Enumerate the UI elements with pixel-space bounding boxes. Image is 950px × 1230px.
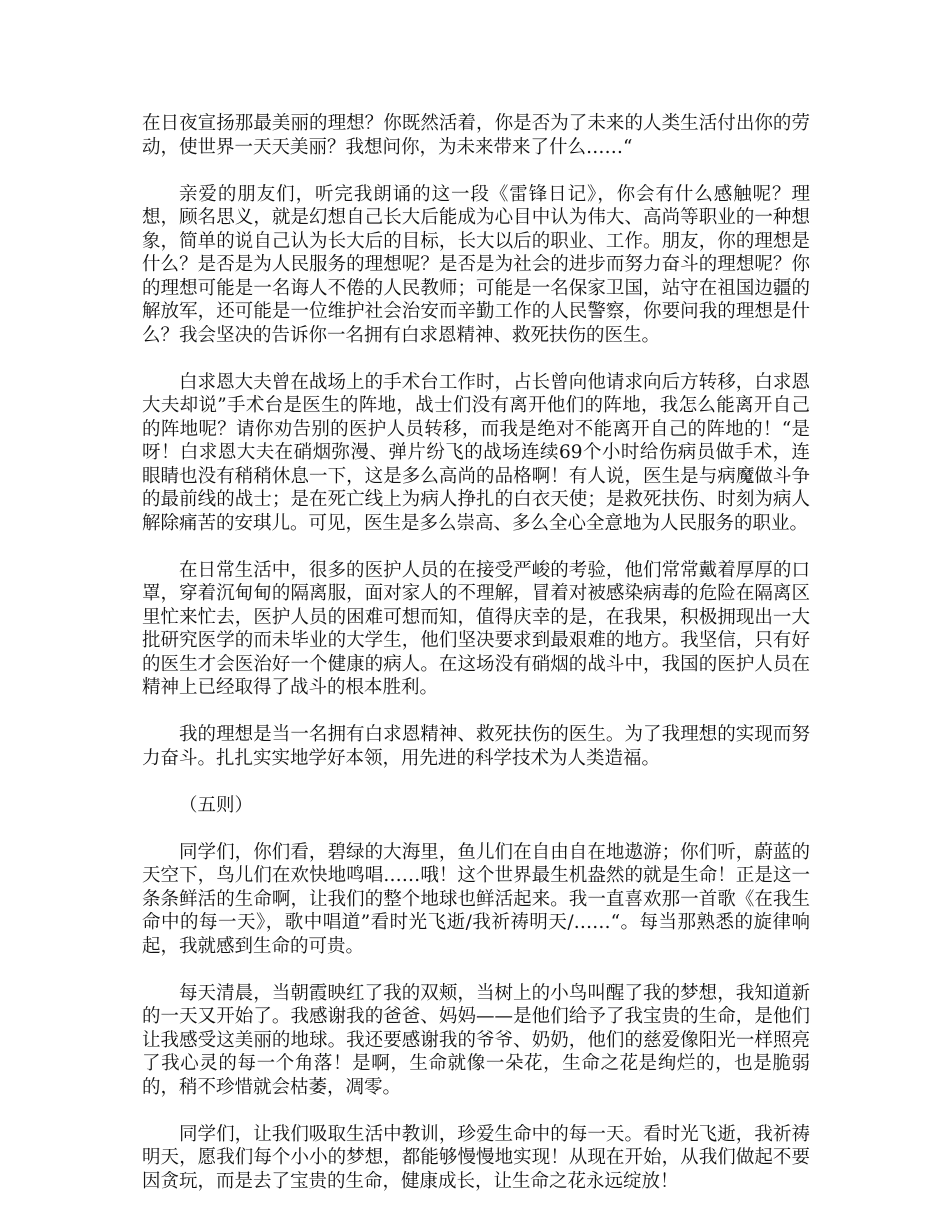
paragraph-bethune: 白求恩大夫曾在战场上的手术台工作时，占长曾向他请求向后方转移，白求恩大夫却说”手术台是医生的阵地，战士们没有离开他们的阵地，我怎么能离开自己的阵地呢？请你劝告别的医护人员转移，而我是绝对不能离开自己的阵地的！“是呀！白求恩大夫在硝烟弥漫、弹片纷飞的战场连续69个小时给伤病员做手术，连眼睛也没有稍稍休息一下，这是多么高尚的品格啊！有人说，医生是与病魔做斗争的最前线的战士；是在死亡线上为病人挣扎的白衣天使；是救死扶伤、时刻为病人解除痛苦的安琪儿。可见，医生是多么崇高、多么全心全意地为人民服务的职业。 [142, 371, 810, 534]
paragraph-medical-staff: 在日常生活中，很多的医护人员的在接受严峻的考验，他们常常戴着厚厚的口罩，穿着沉甸甸的隔离服，面对家人的不理解，冒着对被感染病毒的危险在隔离区里忙来忙去，医护人员的困难可想而知，值得庆幸的是，在我果，积极拥现出一大批研究医学的而未毕业的大学生，他们坚决要求到最艰难的地方。我坚信，只有好的医生才会医治好一个健康的病人。在这场没有硝烟的战斗中，我国的医护人员在精神上已经取得了战斗的根本胜利。 [142, 559, 810, 698]
paragraph-life-intro: 同学们，你们看，碧绿的大海里，鱼儿们在自由自在地遨游；你们听，蔚蓝的天空下，鸟儿们在欢快地鸣唱……哦！这个世界最生机盎然的就是生命！正是这一条条鲜活的生命啊，让我们的整个地球也鲜活起来。我一直喜欢那一首歌《在我生命中的每一天》，歌中唱道”看时光飞逝/我祈祷明天/……“。每当那熟悉的旋律响起，我就感到生命的可贵。 [142, 841, 810, 957]
paragraph-conclusion: 同学们，让我们吸取生活中教训，珍爱生命中的每一天。看时光飞逝，我祈祷明天，愿我们每个小小的梦想，都能够慢慢地实现！从现在开始，从我们做起不要因贪玩，而是去了宝贵的生命，健康成长，让生命之花永远绽放！ [142, 1123, 810, 1192]
section-heading: （五则） [179, 794, 254, 816]
paragraph-continuation: 在日夜宣扬那最美丽的理想？你既然活着，你是否为了未来的人类生活付出你的劳动，使世界一天天美丽？我想问你，为未来带来了什么……“ [142, 113, 810, 158]
document-body [142, 112, 810, 1217]
paragraph-my-ideal: 我的理想是当一名拥有白求恩精神、救死扶伤的医生。为了我理想的实现而努力奋斗。扎扎实实地学好本领，用先进的科学技术为人类造福。 [142, 724, 810, 769]
paragraph-ideal-intro: 亲爱的朋友们，听完我朗诵的这一段《雷锋日记》，你会有什么感触呢？理想，顾名思义，就是幻想自己长大后能成为心目中认为伟大、高尚等职业的一种想象，简单的说自己认为长大后的目标，长大以后的职业、工作。朋友，你的理想是什么？是否是为人民服务的理想呢？是否是为社会的进步而努力奋斗的理想呢？你的理想可能是一名诲人不倦的人民教师；可能是一名保家卫国，站守在祖国边疆的解放军，还可能是一位维护社会治安而辛勤工作的人民警察，你要问我的理想是什么？我会坚决的告诉你一名拥有白求恩精神、救死扶伤的医生。 [142, 183, 810, 346]
paragraph-every-morning: 每天清晨，当朝霞映红了我的双颊，当树上的小鸟叫醒了我的梦想，我知道新的一天又开始了。我感谢我的爸爸、妈妈——是他们给予了我宝贵的生命，是他们让我感受这美丽的地球。我还要感谢我的爷爷、奶奶，他们的慈爱像阳光一样照亮了我心灵的每一个角落！是啊，生命就像一朵花，生命之花是绚烂的，也是脆弱的，稍不珍惜就会枯萎，凋零。 [142, 982, 810, 1098]
